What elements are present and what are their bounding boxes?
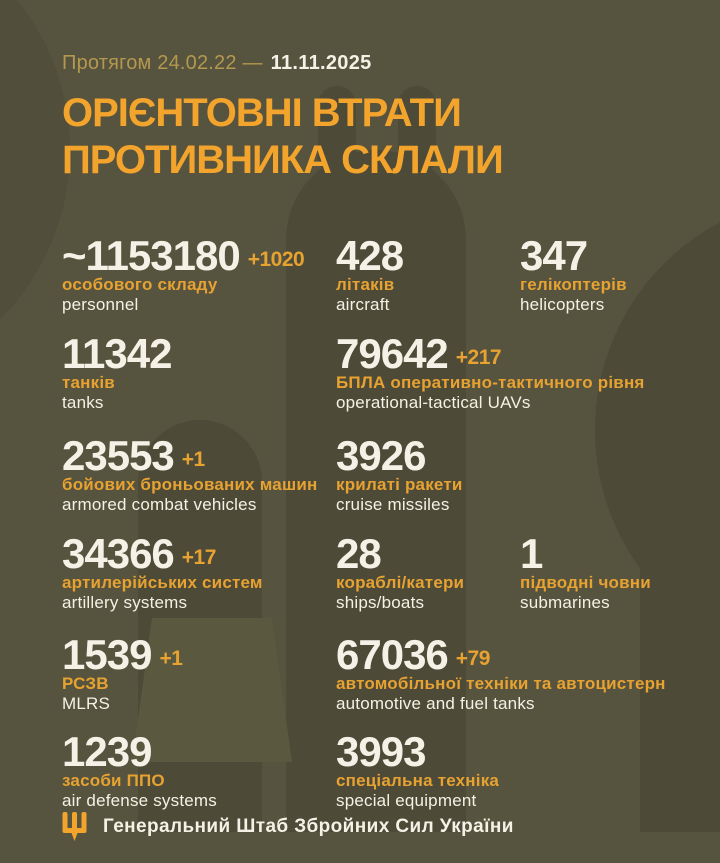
- stat-delta: +17: [181, 546, 216, 569]
- stat-personnel: [62, 229, 304, 315]
- stat-label-ua: танків: [62, 373, 115, 392]
- stat-aircraft: [336, 229, 411, 315]
- stat-delta: +79: [455, 647, 490, 670]
- stat-value: ~1153180: [62, 232, 240, 279]
- stat-submarines: [520, 527, 651, 613]
- title-line-2: ПРОТИВНИКА СКЛАЛИ: [62, 138, 503, 182]
- stat-label-en: cruise missiles: [336, 495, 450, 514]
- stat-label-ua: БПЛА оперативно-тактичного рівня: [336, 373, 645, 392]
- stat-label-ua: бойових броньованих машин: [62, 475, 318, 494]
- stat-label-ua: спеціальна техніка: [336, 771, 500, 790]
- report-period: [62, 50, 372, 76]
- footer-attribution: Генеральний Штаб Збройних Сил України: [103, 816, 514, 837]
- stat-value: 3926: [336, 432, 426, 479]
- stat-label-en: aircraft: [336, 295, 390, 314]
- stat-label-en: personnel: [62, 295, 139, 314]
- stat-label-en: armored combat vehicles: [62, 495, 257, 514]
- stat-ships-boats: [336, 527, 464, 613]
- stat-label-ua: підводні човни: [520, 573, 651, 592]
- stat-label-en: operational-tactical UAVs: [336, 393, 531, 412]
- stat-value: 3993: [336, 728, 426, 775]
- stat-mlrs: [62, 628, 182, 714]
- stat-value: 67036: [336, 631, 448, 678]
- stat-special-equipment: [336, 725, 499, 811]
- stat-label-ua: кораблі/катери: [336, 573, 465, 592]
- title-line-1: ОРІЄНТОВНІ ВТРАТИ: [62, 91, 461, 135]
- page-title: [62, 90, 503, 184]
- stat-label-en: air defense systems: [62, 791, 217, 810]
- stat-label-ua: засоби ППО: [62, 771, 165, 790]
- stat-value: 11342: [62, 330, 172, 377]
- stat-value: 23553: [62, 432, 174, 479]
- period-prefix: Протягом 24.02.22 —: [62, 52, 263, 74]
- stat-label-ua: особового складу: [62, 275, 218, 294]
- stat-label-en: submarines: [520, 593, 610, 612]
- stat-value: 1539: [62, 631, 152, 678]
- stat-label-en: automotive and fuel tanks: [336, 694, 535, 713]
- stat-helicopters: [520, 229, 627, 315]
- stat-value: 34366: [62, 530, 174, 577]
- stat-label-ua: артилерійських систем: [62, 573, 263, 592]
- stat-label-en: MLRS: [62, 694, 111, 713]
- stat-label-en: artillery systems: [62, 593, 188, 612]
- stat-label-en: special equipment: [336, 791, 477, 810]
- stat-armored-combat-vehicles: [62, 429, 317, 515]
- stat-cruise-missiles: [336, 429, 463, 515]
- stat-label-en: tanks: [62, 393, 104, 412]
- period-end-date: 11.11.2025: [270, 52, 372, 74]
- stat-automotive-fuel-tanks: [336, 628, 666, 714]
- stat-delta: +1: [159, 647, 183, 670]
- stat-delta: +217: [455, 346, 502, 369]
- stat-label-ua: літаків: [336, 275, 395, 294]
- stat-label-en: helicopters: [520, 295, 605, 314]
- footer: [62, 812, 514, 842]
- stat-delta: +1: [181, 448, 205, 471]
- stat-tanks: [62, 327, 179, 413]
- stat-air-defense: [62, 725, 217, 811]
- stat-label-en: ships/boats: [336, 593, 425, 612]
- stat-artillery-systems: [62, 527, 263, 613]
- stat-label-ua: гелікоптерів: [520, 275, 627, 294]
- stat-value: 79642: [336, 330, 448, 377]
- stat-label-ua: автомобільної техніки та автоцистерн: [336, 674, 666, 693]
- stat-value: 347: [520, 232, 588, 279]
- stat-delta: +1020: [247, 248, 305, 271]
- stat-value: 28: [336, 530, 381, 577]
- stat-uavs: [336, 327, 645, 413]
- tryzub-trident-icon: [62, 812, 87, 842]
- stat-value: 1239: [62, 728, 152, 775]
- stat-value: 428: [336, 232, 404, 279]
- stat-label-ua: крилаті ракети: [336, 475, 463, 494]
- stat-value: 1: [520, 530, 543, 577]
- stat-label-ua: РСЗВ: [62, 674, 109, 693]
